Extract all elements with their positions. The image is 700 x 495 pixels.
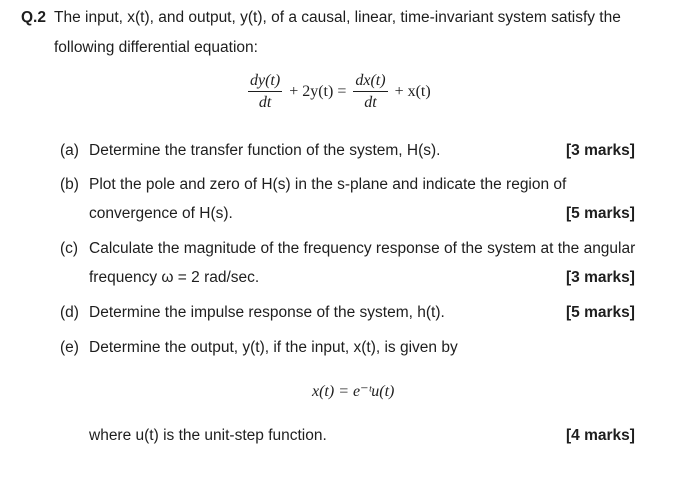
part-b-text-line2: convergence of H(s). [89,205,233,222]
part-d-marks: [5 marks] [566,304,635,321]
part-c-text-line2: frequency ω = 2 rad/sec. [89,269,260,286]
part-d-text: Determine the impulse response of the system, h(t). [89,304,445,321]
part-c-label: (c) [60,240,79,257]
part-b-label: (b) [60,176,79,193]
lhs-numerator: dy(t) [248,72,282,92]
part-a-text: Determine the transfer function of the system, H(s). [89,142,441,159]
part-e-label: (e) [60,339,79,356]
question-intro-line2: following differential equation: [54,39,258,56]
part-e-text-line2: where u(t) is the unit-step function. [89,427,327,444]
rhs-rest: + x(t) [394,83,431,100]
part-c-text-line1: Calculate the magnitude of the frequency response of the system at the angular [89,240,636,257]
part-a-label: (a) [60,142,79,159]
lhs-fraction [248,72,282,112]
question-number: Q.2 [21,9,46,26]
part-c-marks: [3 marks] [566,269,635,286]
rhs-fraction [353,72,387,112]
lhs-rest: + 2y(t) = [289,83,347,100]
question-intro-line1: The input, x(t), and output, y(t), of a causal, linear, time-invariant system satisfy the [54,9,621,26]
part-a-marks: [3 marks] [566,142,635,159]
part-e-text-line1: Determine the output, y(t), if the input, x(t), is given by [89,339,458,356]
part-e-marks: [4 marks] [566,427,635,444]
part-b-marks: [5 marks] [566,205,635,222]
part-d-label: (d) [60,304,79,321]
lhs-denominator: dt [258,94,272,111]
part-b-text-line1: Plot the pole and zero of H(s) in the s-plane and indicate the region of [89,176,567,193]
part-e-input-equation: x(t) = e⁻ᵗu(t) [312,383,395,400]
differential-equation [245,72,435,112]
rhs-numerator: dx(t) [353,72,387,92]
rhs-denominator: dt [364,94,377,111]
